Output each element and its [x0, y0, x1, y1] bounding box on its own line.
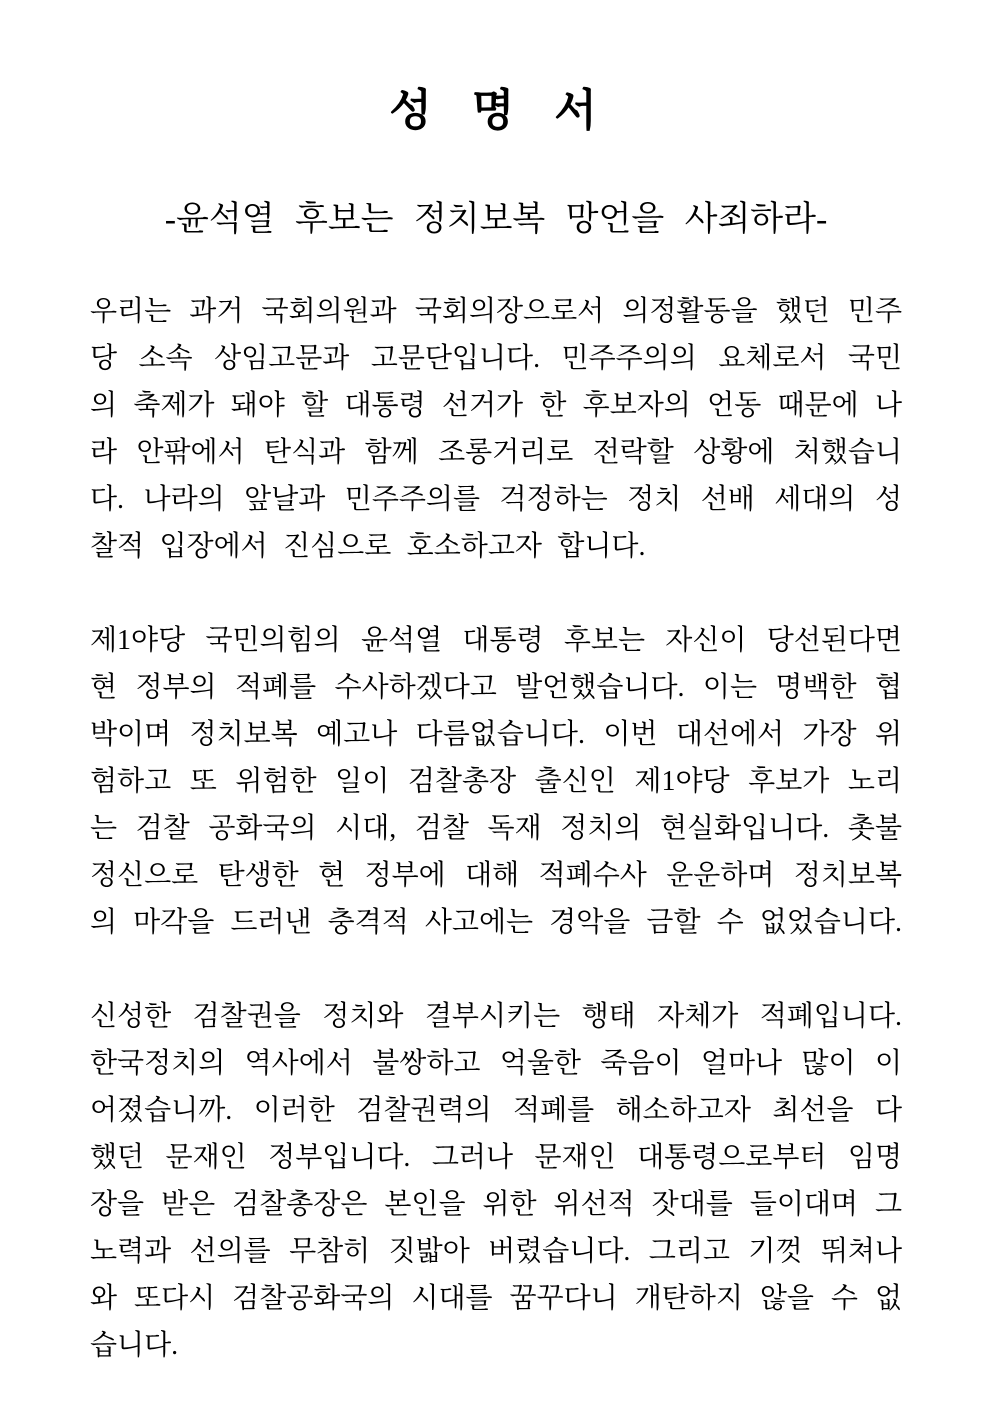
document-body [90, 288, 902, 1369]
text-line: 의 마각을 드러낸 충격적 사고에는 경악을 금할 수 없었습니다. [90, 907, 902, 938]
paragraph-3 [90, 993, 902, 1369]
text-line: 장을 받은 검찰총장은 본인을 위한 위선적 잣대를 들이대며 그 [90, 1189, 902, 1220]
text-line: 했던 문재인 정부입니다. 그러나 문재인 대통령으로부터 임명 [90, 1142, 902, 1173]
text-line: 와 또다시 검찰공화국의 시대를 꿈꾸다니 개탄하지 않을 수 없 [90, 1283, 902, 1314]
paragraph-1 [90, 288, 902, 570]
text-line: 어졌습니까. 이러한 검찰권력의 적폐를 해소하고자 최선을 다 [90, 1095, 902, 1126]
document-title: 성 명 서 [389, 86, 603, 135]
text-line: 다. 나라의 앞날과 민주주의를 걱정하는 정치 선배 세대의 성 [90, 484, 902, 515]
text-line: 제1야당 국민의힘의 윤석열 대통령 후보는 자신이 당선된다면 [90, 625, 902, 656]
text-line: 정신으로 탄생한 현 정부에 대해 적폐수사 운운하며 정치보복 [90, 860, 902, 891]
text-line: 습니다. [90, 1330, 179, 1361]
text-line: 신성한 검찰권을 정치와 결부시키는 행태 자체가 적폐입니다. [90, 1001, 902, 1032]
text-line: 우리는 과거 국회의원과 국회의장으로서 의정활동을 했던 민주 [90, 296, 902, 327]
text-line: 험하고 또 위험한 일이 검찰총장 출신인 제1야당 후보가 노리 [90, 766, 902, 797]
paragraph-2 [90, 617, 902, 946]
document-subtitle: -윤석열 후보는 정치보복 망언을 사죄하라- [164, 201, 828, 238]
text-line: 박이며 정치보복 예고나 다름없습니다. 이번 대선에서 가장 위 [90, 719, 902, 750]
text-line: 라 안팎에서 탄식과 함께 조롱거리로 전락할 상황에 처했습니 [90, 437, 902, 468]
text-line: 당 소속 상임고문과 고문단입니다. 민주주의의 요체로서 국민 [90, 343, 902, 374]
text-line: 현 정부의 적폐를 수사하겠다고 발언했습니다. 이는 명백한 협 [90, 672, 902, 703]
text-line: 한국정치의 역사에서 불쌍하고 억울한 죽음이 얼마나 많이 이 [90, 1048, 902, 1079]
text-line: 노력과 선의를 무참히 짓밟아 버렸습니다. 그리고 기껏 뛰쳐나 [90, 1236, 902, 1267]
text-line: 는 검찰 공화국의 시대, 검찰 독재 정치의 현실화입니다. 촛불 [90, 813, 902, 844]
text-line: 찰적 입장에서 진심으로 호소하고자 합니다. [90, 531, 646, 562]
text-line: 의 축제가 돼야 할 대통령 선거가 한 후보자의 언동 때문에 나 [90, 390, 902, 421]
